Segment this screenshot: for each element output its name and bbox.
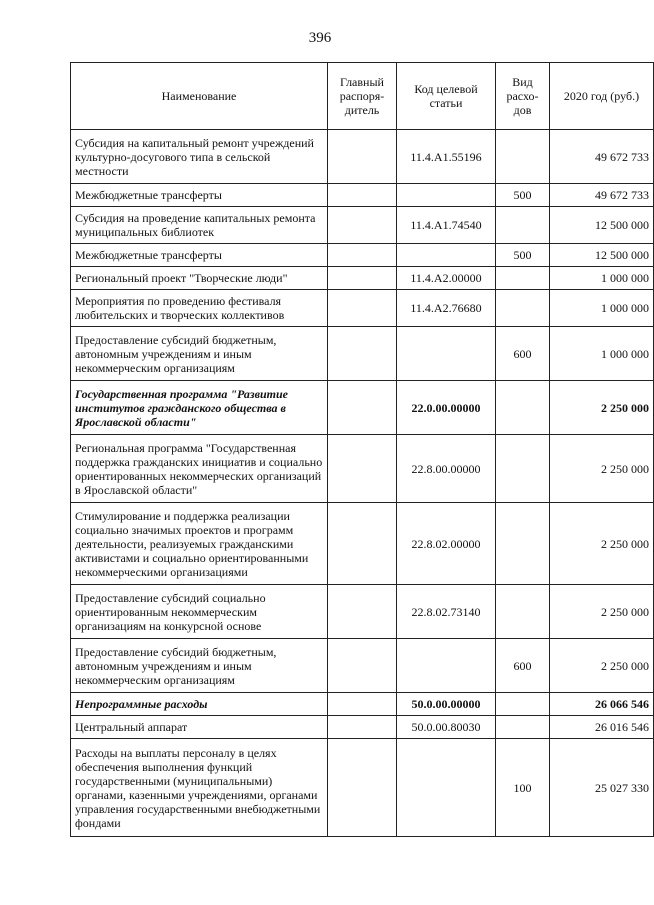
- row-kind-cell: [496, 716, 550, 739]
- row-admin-cell: [328, 207, 397, 244]
- header-kind: Вид расхо- дов: [496, 63, 550, 130]
- row-name-cell: Расходы на выплаты персоналу в целях обеспечения выполнения функций государственными (муниципальными) органами, казенными учреждениями, органами управления государственными внебюджетными фондами: [71, 739, 328, 837]
- row-code-cell: [397, 639, 496, 693]
- row-name-cell: Предоставление субсидий бюджетным, автономным учреждениям и иным некоммерческим организациям: [71, 639, 328, 693]
- row-admin-cell: [328, 130, 397, 184]
- row-name-cell: Межбюджетные трансферты: [71, 244, 328, 267]
- row-admin-cell: [328, 693, 397, 716]
- row-sum-cell: 2 250 000: [550, 585, 654, 639]
- row-kind-cell: [496, 290, 550, 327]
- table-row: [71, 435, 654, 503]
- row-sum-cell: 2 250 000: [550, 503, 654, 585]
- row-admin-cell: [328, 327, 397, 381]
- table-row: [71, 207, 654, 244]
- table-row: [71, 290, 654, 327]
- row-kind-cell: [496, 207, 550, 244]
- row-sum-cell: 1 000 000: [550, 327, 654, 381]
- row-code-cell: 22.0.00.00000: [397, 381, 496, 435]
- row-code-cell: 11.4.A2.00000: [397, 267, 496, 290]
- row-admin-cell: [328, 716, 397, 739]
- table-row: [71, 267, 654, 290]
- table-row: [71, 693, 654, 716]
- row-sum-cell: 2 250 000: [550, 381, 654, 435]
- row-admin-cell: [328, 381, 397, 435]
- row-kind-cell: 100: [496, 739, 550, 837]
- row-name-cell: Центральный аппарат: [71, 716, 328, 739]
- row-code-cell: 11.4.A1.74540: [397, 207, 496, 244]
- table-row: [71, 716, 654, 739]
- table-header-row: [71, 63, 654, 130]
- row-sum-cell: 2 250 000: [550, 435, 654, 503]
- row-admin-cell: [328, 739, 397, 837]
- header-code: Код целевой статьи: [397, 63, 496, 130]
- row-name-cell: Субсидия на проведение капитальных ремонта муниципальных библиотек: [71, 207, 328, 244]
- table-row: [71, 739, 654, 837]
- row-admin-cell: [328, 290, 397, 327]
- page-number: 396: [308, 30, 332, 46]
- table-row: [71, 327, 654, 381]
- row-sum-cell: 26 066 546: [550, 693, 654, 716]
- row-sum-cell: 25 027 330: [550, 739, 654, 837]
- row-sum-cell: 12 500 000: [550, 244, 654, 267]
- row-admin-cell: [328, 184, 397, 207]
- table-row: [71, 639, 654, 693]
- row-code-cell: 22.8.02.73140: [397, 585, 496, 639]
- table-row: [71, 130, 654, 184]
- row-name-cell: Государственная программа "Развитие институтов гражданского общества в Ярославской области": [71, 381, 328, 435]
- row-kind-cell: [496, 585, 550, 639]
- row-sum-cell: 1 000 000: [550, 290, 654, 327]
- row-code-cell: [397, 184, 496, 207]
- row-code-cell: [397, 244, 496, 267]
- row-name-cell: Субсидия на капитальный ремонт учреждений культурно-досугового типа в сельской местности: [71, 130, 328, 184]
- table-row: [71, 503, 654, 585]
- row-admin-cell: [328, 585, 397, 639]
- row-code-cell: [397, 327, 496, 381]
- table-row: [71, 184, 654, 207]
- row-code-cell: 50.0.00.80030: [397, 716, 496, 739]
- row-kind-cell: [496, 130, 550, 184]
- row-kind-cell: [496, 503, 550, 585]
- row-name-cell: Предоставление субсидий бюджетным, автономным учреждениям и иным некоммерческим организациям: [71, 327, 328, 381]
- row-sum-cell: 1 000 000: [550, 267, 654, 290]
- row-code-cell: 22.8.00.00000: [397, 435, 496, 503]
- row-admin-cell: [328, 267, 397, 290]
- table-row: [71, 381, 654, 435]
- row-kind-cell: 500: [496, 244, 550, 267]
- table-row: [71, 585, 654, 639]
- row-name-cell: Мероприятия по проведению фестиваля любительских и творческих коллективов: [71, 290, 328, 327]
- row-name-cell: Межбюджетные трансферты: [71, 184, 328, 207]
- row-name-cell: Непрограммные расходы: [71, 693, 328, 716]
- row-sum-cell: 49 672 733: [550, 130, 654, 184]
- row-kind-cell: 600: [496, 639, 550, 693]
- row-name-cell: Предоставление субсидий социально ориентированным некоммерческим организациям на конкурсной основе: [71, 585, 328, 639]
- row-admin-cell: [328, 639, 397, 693]
- header-sum: 2020 год (руб.): [550, 63, 654, 130]
- row-code-cell: 11.4.A2.76680: [397, 290, 496, 327]
- row-admin-cell: [328, 503, 397, 585]
- row-code-cell: [397, 739, 496, 837]
- row-sum-cell: 12 500 000: [550, 207, 654, 244]
- row-kind-cell: [496, 267, 550, 290]
- header-name: Наименование: [71, 63, 328, 130]
- row-admin-cell: [328, 435, 397, 503]
- row-kind-cell: [496, 381, 550, 435]
- row-kind-cell: 600: [496, 327, 550, 381]
- row-kind-cell: [496, 693, 550, 716]
- row-sum-cell: 49 672 733: [550, 184, 654, 207]
- row-name-cell: Региональная программа "Государственная поддержка гражданских инициатив и социально ориентированных некоммерческих организаций в Ярославской области": [71, 435, 328, 503]
- row-name-cell: Региональный проект "Творческие люди": [71, 267, 328, 290]
- row-sum-cell: 2 250 000: [550, 639, 654, 693]
- row-code-cell: 22.8.02.00000: [397, 503, 496, 585]
- row-kind-cell: [496, 435, 550, 503]
- row-name-cell: Стимулирование и поддержка реализации социально значимых проектов и программ деятельности, реализуемых гражданскими активистами и социально ориентированными некоммерческими организациями: [71, 503, 328, 585]
- row-admin-cell: [328, 244, 397, 267]
- row-code-cell: 11.4.A1.55196: [397, 130, 496, 184]
- row-kind-cell: 500: [496, 184, 550, 207]
- budget-table: [70, 62, 654, 837]
- row-sum-cell: 26 016 546: [550, 716, 654, 739]
- table-row: [71, 244, 654, 267]
- row-code-cell: 50.0.00.00000: [397, 693, 496, 716]
- header-admin: Главный распоря- дитель: [328, 63, 397, 130]
